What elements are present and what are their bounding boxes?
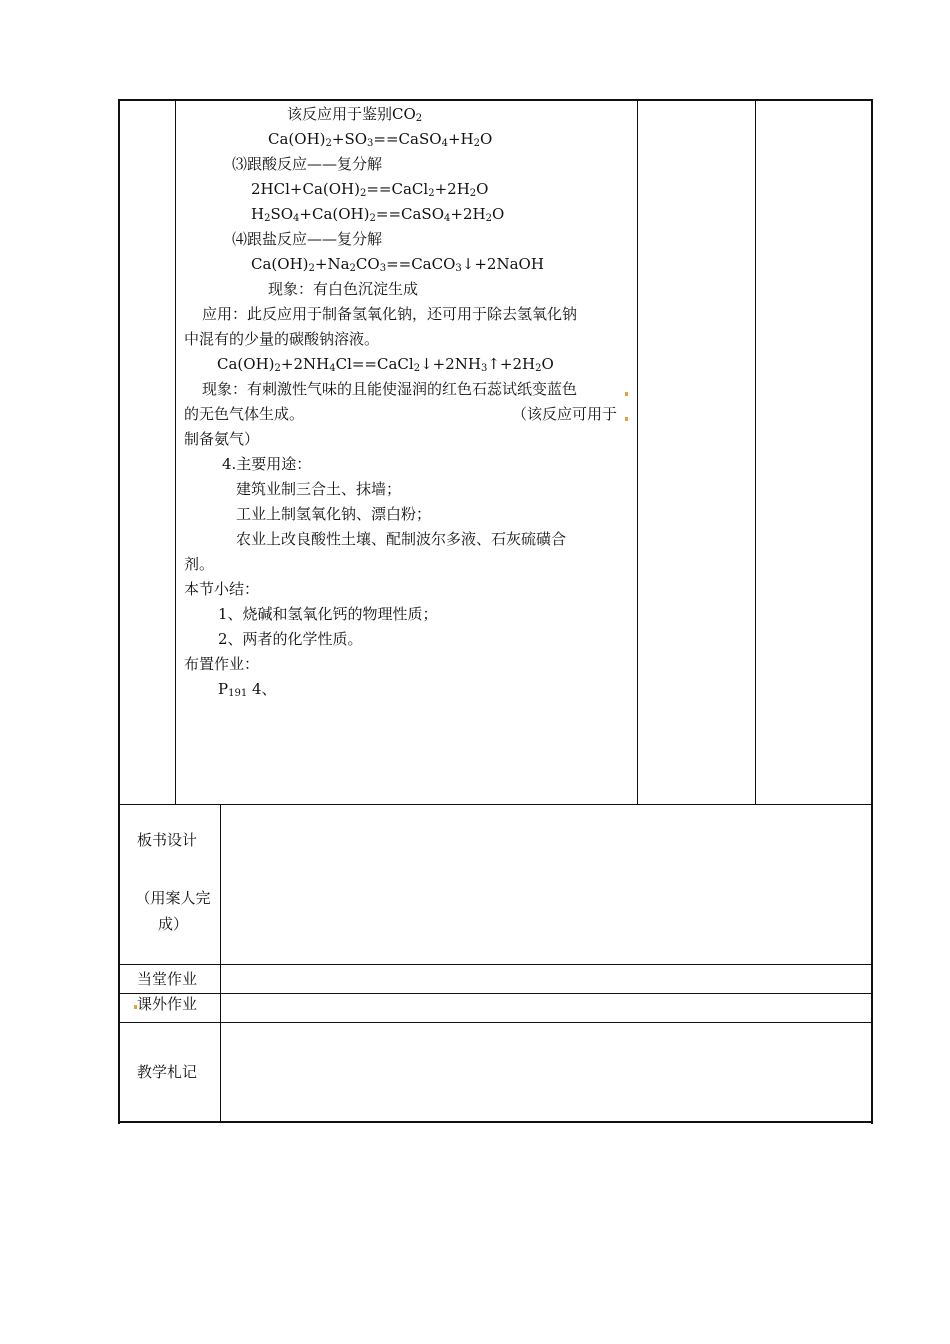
edit-marker (625, 392, 628, 396)
label-col-divider (220, 804, 221, 1122)
edit-marker (625, 417, 628, 421)
lesson-line: 的无色气体生成。 (184, 405, 305, 423)
equation: $Ca(OH)_2+Na_2CO_3==CaCO_3↓+2NaOH$ (251, 255, 544, 274)
equation: $H_2SO_4+Ca(OH)_2==CaSO_4+2H_2O$ (251, 205, 505, 224)
table-bottom-border (118, 1121, 873, 1123)
section-heading: ⑶跟酸反应——复分解 (232, 155, 383, 173)
lesson-line: 剂。 (184, 555, 215, 573)
lesson-line: $P_{191}$ 4、 (218, 680, 277, 699)
col-divider-2 (637, 99, 638, 805)
table-right-border (871, 99, 873, 1124)
lesson-line: 农业上改良酸性土壤、配制波尔多液、石灰硫磺合 (236, 530, 567, 548)
lesson-line: 现象：有刺激性气味的且能使湿润的红色石蕊试纸变蓝色 (202, 380, 578, 398)
lesson-line: （该反应可用于 (512, 405, 618, 423)
equation: $Ca(OH)_2+2NH_4Cl==CaCl_2↓+2NH_3↑+2H_2O$ (217, 355, 554, 374)
class-homework-label: 当堂作业 (137, 970, 198, 988)
lesson-line: 建筑业制三合土、抹墙； (236, 480, 402, 498)
col-divider-3 (755, 99, 756, 805)
row-divider-board (118, 804, 873, 805)
section-heading: 本节小结： (184, 580, 260, 598)
teaching-notes-label: 教学札记 (137, 1063, 198, 1081)
section-heading: ⑷跟盐反应——复分解 (232, 230, 383, 248)
lesson-line: 2、两者的化学性质。 (218, 630, 363, 648)
lesson-line: 现象：有白色沉淀生成 (268, 280, 419, 298)
equation: $Ca(OH)_2+SO_3==CaSO_4+H_2O$ (268, 130, 493, 149)
table-left-border (118, 99, 120, 1124)
row-divider-notes (118, 1022, 873, 1023)
board-design-sublabel: （用案人完成） (135, 889, 211, 933)
lesson-line: 该反应用于鉴别$CO_2$ (287, 105, 423, 124)
col-divider-1 (175, 99, 176, 805)
lesson-line: 应用：此反应用于制备氢氧化钠，还可用于除去氢氧化钠 (202, 305, 578, 323)
board-design-label: 板书设计 (137, 831, 198, 849)
row-divider-home-hw (118, 993, 873, 994)
row-divider-class-hw (118, 964, 873, 965)
lesson-line: 中混有的少量的碳酸钠溶液。 (184, 330, 380, 348)
lesson-line: 制备氨气） (184, 430, 260, 448)
lesson-line: 工业上制氢氧化钠、漂白粉； (236, 505, 432, 523)
lesson-line: 1、烧碱和氢氧化钙的物理性质； (218, 605, 438, 623)
table-top-border (118, 99, 873, 101)
homework-label: 课外作业 (137, 995, 198, 1013)
section-heading: 布置作业： (184, 655, 260, 673)
equation: $2HCl+Ca(OH)_2==CaCl_2+2H_2O$ (251, 180, 489, 199)
section-heading: 4.主要用途： (222, 455, 312, 473)
